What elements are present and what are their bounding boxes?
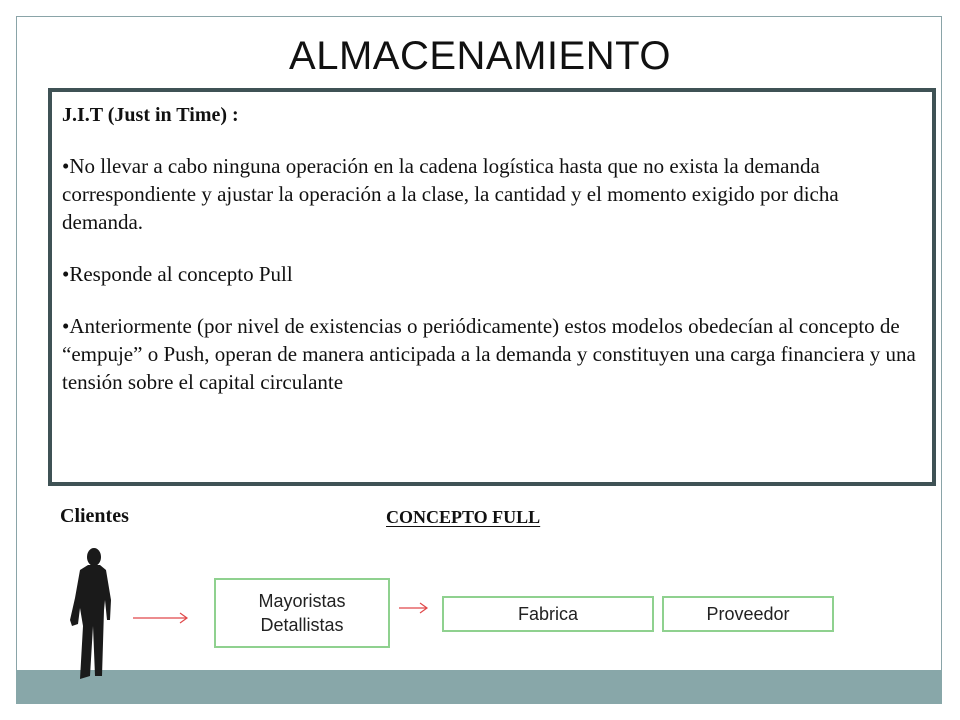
person-silhouette-icon	[58, 548, 118, 680]
proveedor-box	[662, 596, 834, 632]
mayoristas-line1: Mayoristas	[258, 591, 346, 611]
slide-bottom-bar	[16, 670, 942, 704]
arrow-right-icon	[398, 600, 430, 616]
mayoristas-line2: Detallistas	[260, 615, 344, 635]
proveedor-label: Proveedor	[706, 604, 790, 624]
bullet-item	[62, 312, 924, 396]
clientes-label: Clientes	[60, 505, 129, 527]
arrow-right-icon	[132, 610, 190, 626]
concepto-label: CONCEPTO FULL	[386, 507, 541, 527]
bullet-text: No llevar a cabo ninguna operación en la cadena logística hasta que no exista la demanda correspondiente y ajustar la operación a la clase, la cantidad y el momento exigido por dicha demanda.	[62, 154, 839, 234]
mayoristas-box	[214, 578, 390, 648]
content-box	[48, 88, 936, 486]
bullet-text: Anteriormente (por nivel de existencias o periódicamente) estos modelos obedecían al concepto de “empuje” o Push, operan de manera anticipada a la demanda y constituyen una carga financiera y una tensión sobre el capital circulante	[62, 314, 916, 394]
content-subtitle: J.I.T (Just in Time) :	[62, 104, 239, 126]
fabrica-label: Fabrica	[517, 604, 579, 624]
bullet-item	[62, 152, 924, 236]
slide-title: ALMACENAMIENTO	[289, 34, 671, 78]
bullet-text: Responde al concepto Pull	[69, 262, 293, 286]
fabrica-box	[442, 596, 654, 632]
bullet-item	[62, 260, 924, 288]
